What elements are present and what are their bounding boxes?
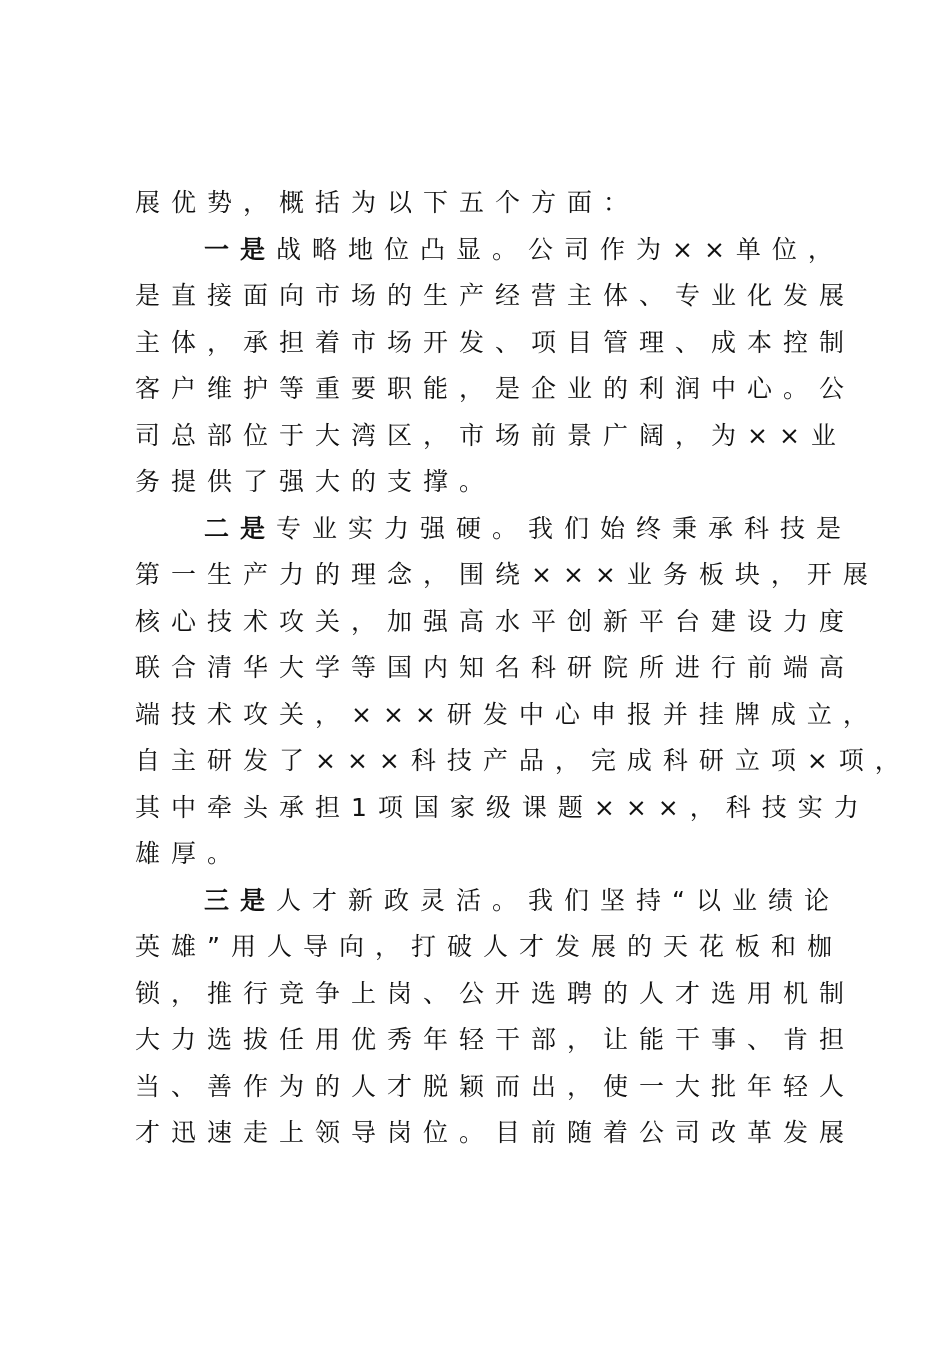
- text-line: 锁，推行竞争上岗、公开选聘的人才选用机制: [135, 978, 856, 1008]
- paragraph-lead: 一是: [204, 234, 277, 264]
- text-line: 英雄”用人导向，打破人才发展的天花板和枷: [135, 932, 843, 961]
- text-line: 第一生产力的理念，围绕×××业务板块，开展: [135, 560, 879, 589]
- paragraph-lead-rest: 人才新政灵活。我们坚持“以业绩论: [276, 885, 840, 915]
- paragraph-lead: 二是: [204, 513, 277, 543]
- text-line: 客户维护等重要职能，是企业的利润中心。公: [135, 374, 856, 403]
- text-line: 是直接面向市场的生产经营主体、专业化发展: [135, 281, 856, 310]
- paragraph-lead-rest: 战略地位凸显。公司作为××单位，: [276, 234, 844, 264]
- text-line: 才迅速走上领导岗位。目前随着公司改革发展: [135, 1118, 856, 1147]
- text-line: 务提供了强大的支撑。: [135, 467, 496, 496]
- text-line: 司总部位于大湾区，市场前景广阔，为××业: [135, 420, 847, 450]
- text-line: 自主研发了×××科技产品，完成科研立项×项，: [135, 746, 911, 775]
- body-text: [135, 180, 911, 1157]
- text-line: 核心技术攻关，加强高水平创新平台建设力度: [135, 606, 856, 636]
- text-line: 其中牵头承担1项国家级课题×××，科技实力: [135, 792, 870, 822]
- text-line: 雄厚。: [135, 839, 244, 868]
- paragraph-first-line: [135, 506, 853, 553]
- paragraph-lead-rest: 专业实力强硬。我们始终秉承科技是: [276, 513, 853, 543]
- paragraph-lead: 三是: [204, 885, 277, 915]
- text-line: 当、善作为的人才脱颖而出，使一大批年轻人: [135, 1071, 856, 1101]
- text-line: 端技术攻关，×××研发中心申报并挂牌成立，: [135, 699, 879, 729]
- text-line: 展优势，概括为以下五个方面：: [135, 188, 640, 217]
- text-line: 联合清华大学等国内知名科研院所进行前端高: [135, 653, 856, 682]
- text-line: 大力选拔任用优秀年轻干部，让能干事、肯担: [135, 1025, 856, 1054]
- paragraph-first-line: [135, 878, 840, 925]
- text-line: 主体，承担着市场开发、项目管理、成本控制: [135, 327, 856, 357]
- paragraph-first-line: [135, 227, 844, 274]
